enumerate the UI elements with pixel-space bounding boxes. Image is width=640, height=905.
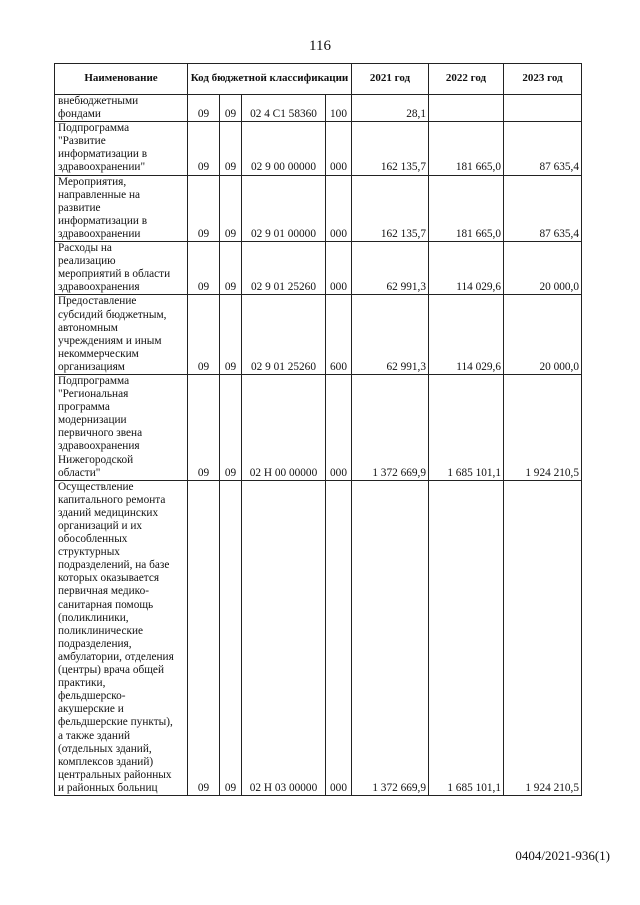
amount-2023-cell: 1 924 210,5 [504, 374, 582, 480]
table-body [55, 95, 582, 796]
amount-2021-cell: 162 135,7 [352, 175, 429, 241]
subsection-code-cell: 09 [220, 374, 242, 480]
section-code-cell: 09 [188, 95, 220, 122]
amount-2022-cell: 1 685 101,1 [429, 480, 504, 795]
section-code-cell: 09 [188, 295, 220, 375]
row-name-cell: Предоставление субсидий бюджетным, автономным учреждениям и иным некоммерческим организациям [55, 295, 188, 375]
expense-type-code-cell: 000 [326, 122, 352, 175]
document-code: 0404/2021-936(1) [515, 848, 610, 863]
amount-2023-cell: 20 000,0 [504, 295, 582, 375]
table-header-row [55, 64, 582, 95]
amount-2021-cell: 28,1 [352, 95, 429, 122]
amount-2022-cell: 181 665,0 [429, 122, 504, 175]
row-name-cell: Мероприятия, направленные на развитие информатизации в здравоохранении [55, 175, 188, 241]
expense-type-code-cell: 100 [326, 95, 352, 122]
subsection-code-cell: 09 [220, 480, 242, 795]
amount-2022-cell [429, 95, 504, 122]
row-name-cell: внебюджетными фондами [55, 95, 188, 122]
row-name-cell: Осуществление капитального ремонта зданий медицинских организаций и их обособленных структурных подразделений, на базе которых оказывается первичная медико- санитарная помощь (поликлиники, поликлинические подразделения, амбулатории, отделения (центры) врача общей практики, фельдшерско- акушерские и фельдшерские пункты), а также зданий (отдельных зданий, комплексов зданий) центральных районных и районных больниц [55, 480, 188, 795]
target-article-code-cell: 02 9 00 00000 [242, 122, 326, 175]
target-article-code-cell: 02 9 01 25260 [242, 242, 326, 295]
row-name-cell: Подпрограмма "Развитие информатизации в здравоохранении" [55, 122, 188, 175]
amount-2022-cell: 114 029,6 [429, 242, 504, 295]
table-row [55, 242, 582, 295]
amount-2022-cell: 1 685 101,1 [429, 374, 504, 480]
target-article-code-cell: 02 Н 00 00000 [242, 374, 326, 480]
subsection-code-cell: 09 [220, 295, 242, 375]
table-row [55, 295, 582, 375]
amount-2021-cell: 62 991,3 [352, 242, 429, 295]
target-article-code-cell: 02 9 01 25260 [242, 295, 326, 375]
table-row [55, 175, 582, 241]
budget-table [54, 63, 582, 796]
header-classification: Код бюджетной классификации [188, 64, 352, 95]
row-name-cell: Подпрограмма "Региональная программа модернизации первичного звена здравоохранения Нижегородской области" [55, 374, 188, 480]
section-code-cell: 09 [188, 175, 220, 241]
subsection-code-cell: 09 [220, 122, 242, 175]
amount-2021-cell: 1 372 669,9 [352, 374, 429, 480]
amount-2021-cell: 62 991,3 [352, 295, 429, 375]
header-2021: 2021 год [352, 64, 429, 95]
target-article-code-cell: 02 4 С1 58360 [242, 95, 326, 122]
row-name-cell: Расходы на реализацию мероприятий в области здравоохранения [55, 242, 188, 295]
expense-type-code-cell: 000 [326, 374, 352, 480]
subsection-code-cell: 09 [220, 95, 242, 122]
amount-2023-cell: 1 924 210,5 [504, 480, 582, 795]
header-name: Наименование [55, 64, 188, 95]
target-article-code-cell: 02 Н 03 00000 [242, 480, 326, 795]
amount-2021-cell: 162 135,7 [352, 122, 429, 175]
header-2023: 2023 год [504, 64, 582, 95]
page-number: 116 [309, 38, 331, 54]
amount-2021-cell: 1 372 669,9 [352, 480, 429, 795]
amount-2023-cell: 20 000,0 [504, 242, 582, 295]
header-2022: 2022 год [429, 64, 504, 95]
section-code-cell: 09 [188, 242, 220, 295]
section-code-cell: 09 [188, 480, 220, 795]
section-code-cell: 09 [188, 374, 220, 480]
table-row [55, 122, 582, 175]
table-row [55, 374, 582, 480]
amount-2023-cell: 87 635,4 [504, 122, 582, 175]
expense-type-code-cell: 600 [326, 295, 352, 375]
expense-type-code-cell: 000 [326, 175, 352, 241]
amount-2023-cell [504, 95, 582, 122]
target-article-code-cell: 02 9 01 00000 [242, 175, 326, 241]
subsection-code-cell: 09 [220, 242, 242, 295]
amount-2022-cell: 114 029,6 [429, 295, 504, 375]
expense-type-code-cell: 000 [326, 242, 352, 295]
amount-2023-cell: 87 635,4 [504, 175, 582, 241]
section-code-cell: 09 [188, 122, 220, 175]
table-row [55, 480, 582, 795]
expense-type-code-cell: 000 [326, 480, 352, 795]
table-row [55, 95, 582, 122]
subsection-code-cell: 09 [220, 175, 242, 241]
amount-2022-cell: 181 665,0 [429, 175, 504, 241]
